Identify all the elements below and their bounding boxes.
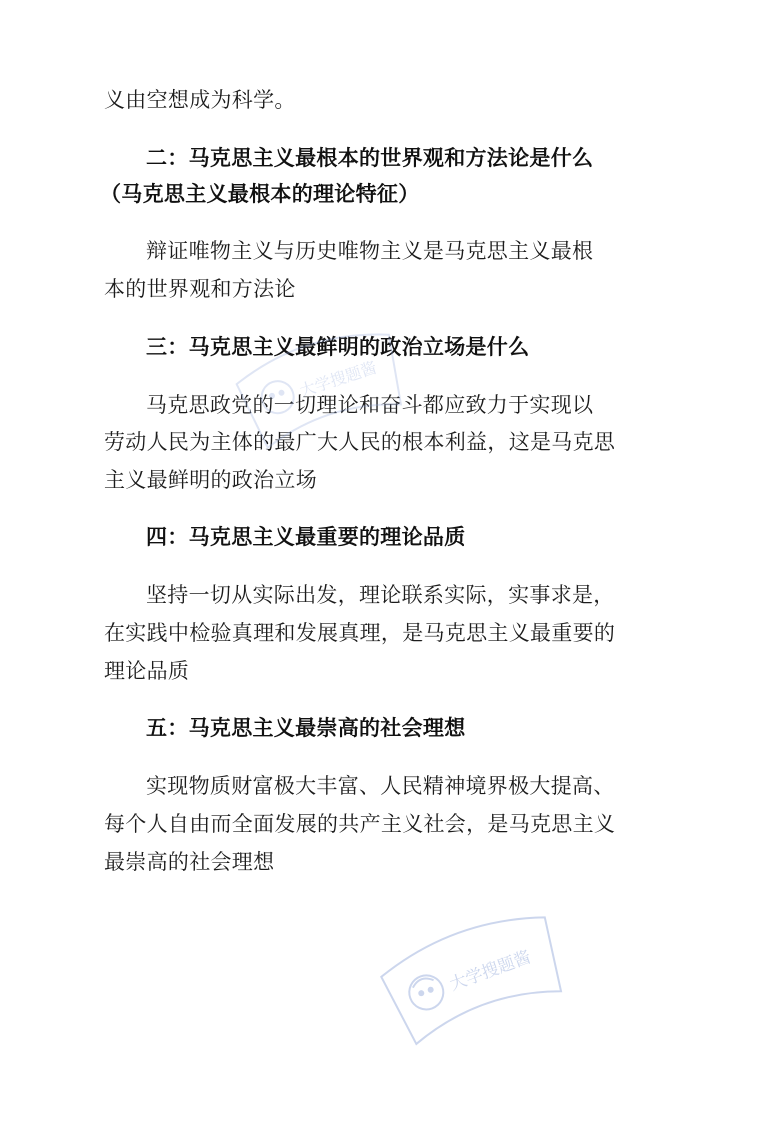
owl-mascot-icon (257, 377, 297, 417)
section-heading: 五：马克思主义最崇高的社会理想 (146, 716, 466, 740)
watermark-text: 大学搜题酱 (447, 947, 534, 996)
section-heading-subtitle: （马克思主义最根本的理论特征） (100, 182, 420, 206)
body-line: 本的世界观和方法论 (104, 277, 296, 301)
section-heading: 三：马克思主义最鲜明的政治立场是什么 (146, 335, 530, 359)
body-line: 最崇高的社会理想 (104, 850, 275, 874)
body-line: 实现物质财富极大丰富、人民精神境界极大提高、 (146, 774, 615, 798)
watermark-text: 大学搜题酱 (297, 357, 380, 401)
body-line: 主义最鲜明的政治立场 (104, 468, 317, 492)
section-heading: 四：马克思主义最重要的理论品质 (146, 525, 466, 549)
body-line: 辩证唯物主义与历史唯物主义是马克思主义最根 (146, 239, 594, 263)
body-line: 义由空想成为科学。 (104, 88, 296, 112)
owl-mascot-icon (405, 971, 449, 1015)
section-heading: 二：马克思主义最根本的世界观和方法论是什么 (146, 146, 594, 170)
body-line: 每个人自由而全面发展的共产主义社会，是马克思主义 (104, 812, 616, 836)
body-line: 劳动人民为主体的最广大人民的根本利益，这是马克思 (104, 430, 616, 454)
watermark-logo (222, 308, 422, 468)
body-line: 马克思政党的一切理论和奋斗都应致力于实现以 (146, 393, 594, 417)
body-line: 在实践中检验真理和发展真理，是马克思主义最重要的 (104, 621, 616, 645)
body-line: 理论品质 (104, 659, 190, 683)
watermark-logo (370, 900, 580, 1060)
body-line: 坚持一切从实际出发，理论联系实际，实事求是， (146, 583, 615, 607)
